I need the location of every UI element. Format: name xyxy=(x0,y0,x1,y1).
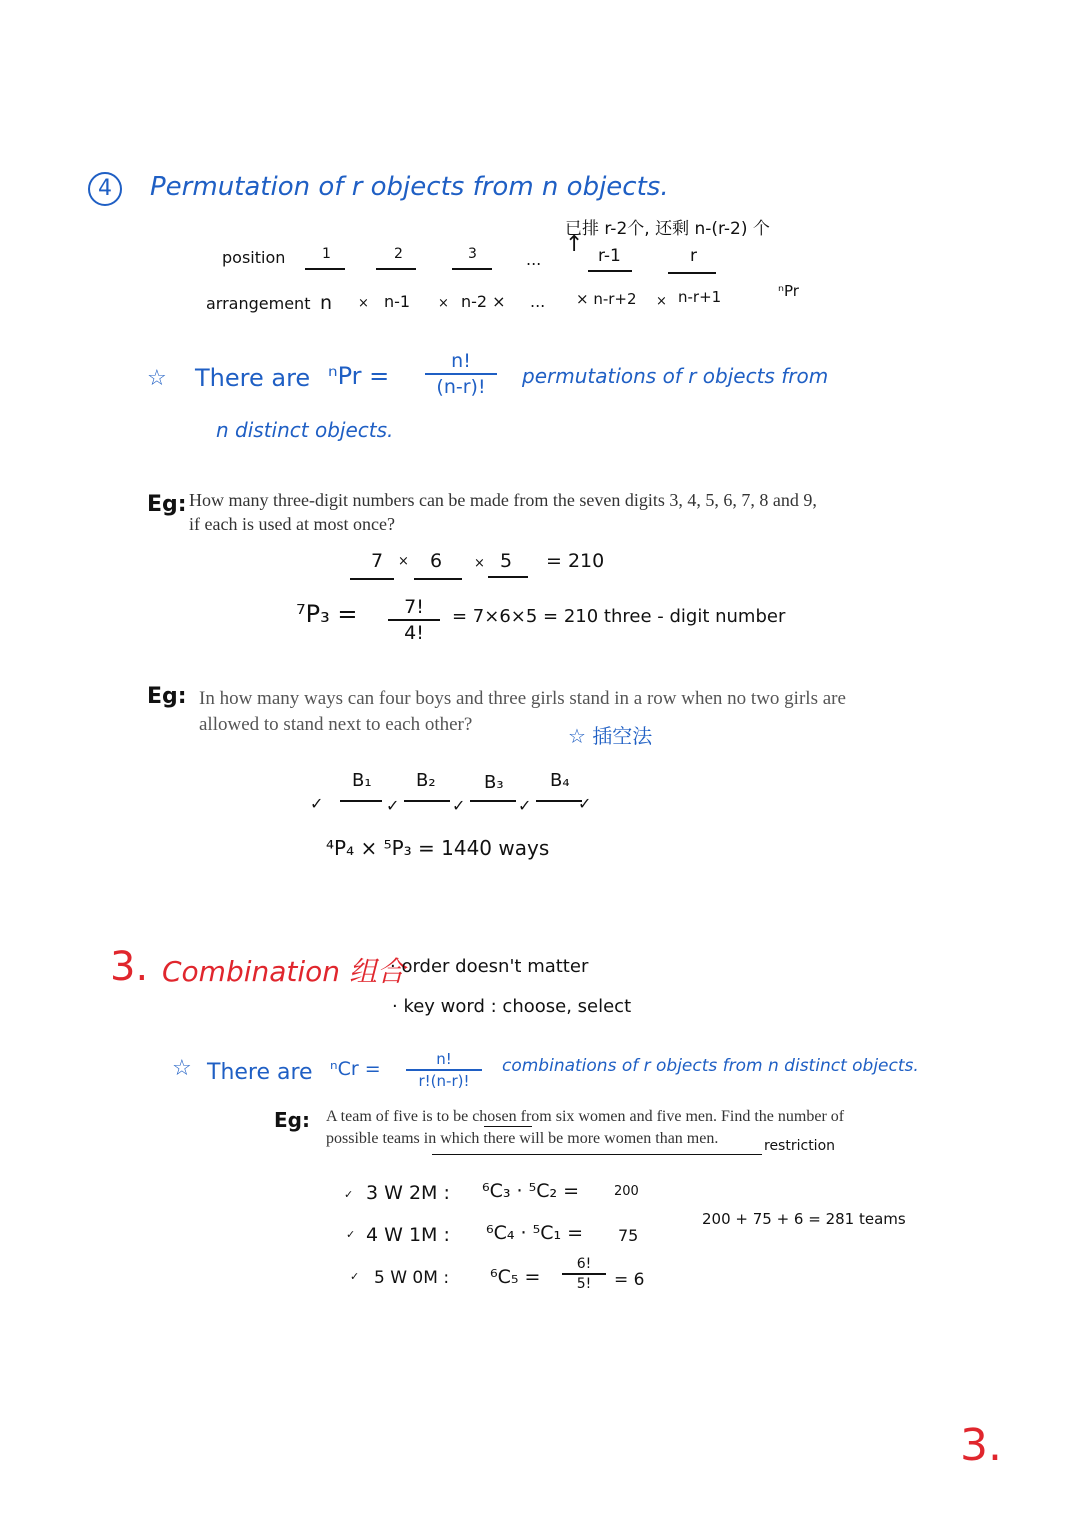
boy-label: B₃ xyxy=(484,772,504,793)
slot-line xyxy=(404,800,450,802)
question-line: allowed to stand next to each other? xyxy=(199,714,473,735)
formula-rhs: = 7×6×5 = 210 three - digit number xyxy=(452,606,786,627)
boy-label: B₁ xyxy=(352,770,372,791)
slot-value: 7 xyxy=(371,550,384,572)
position-1: 1 xyxy=(322,246,331,262)
case-formula: ⁶C₅ = xyxy=(490,1266,541,1288)
slot-line xyxy=(588,270,632,272)
underline xyxy=(484,1126,532,1127)
ncr-formula-lhs: ⁿCr = xyxy=(330,1058,381,1080)
case-value: 75 xyxy=(618,1226,639,1245)
example-label: Eg: xyxy=(147,492,187,517)
position-label: position xyxy=(222,248,286,267)
slot-result: = 210 xyxy=(546,550,605,572)
slot-value: 5 xyxy=(500,550,513,572)
fraction-numerator: n! xyxy=(436,1050,452,1068)
times-sign: × xyxy=(474,556,485,571)
slot-line xyxy=(376,268,416,270)
check-icon: ✓ xyxy=(578,794,592,813)
slot-line xyxy=(488,576,528,578)
fraction-denominator: (n-r)! xyxy=(436,376,486,398)
slot-line xyxy=(452,268,492,270)
restriction-annotation: restriction xyxy=(764,1138,836,1154)
times-sign: × xyxy=(438,296,449,311)
arrangement-n-1: n-1 xyxy=(384,292,411,311)
case-label: 3 W 2M : xyxy=(366,1182,450,1204)
page-number: 3. xyxy=(960,1420,1002,1471)
position-3: 3 xyxy=(468,246,477,262)
case-tick: ✓ xyxy=(346,1228,356,1241)
slot-line xyxy=(414,578,462,580)
statement-prefix: There are xyxy=(207,1060,313,1085)
fraction-numerator: n! xyxy=(451,350,471,372)
fraction-denominator: 5! xyxy=(576,1276,592,1292)
boy-label: B₄ xyxy=(550,770,570,791)
times-sign: × xyxy=(398,554,409,569)
slot-value: 6 xyxy=(430,550,443,572)
times-sign: × xyxy=(358,296,369,311)
position-r: r xyxy=(690,246,697,266)
arrangement-label: arrangement xyxy=(206,294,311,313)
bullet-point: · key word : choose, select xyxy=(392,996,632,1017)
case-tick: ✓ xyxy=(350,1270,360,1283)
case-tick: ✓ xyxy=(344,1188,354,1201)
case-label: 4 W 1M : xyxy=(366,1224,450,1246)
answer: ⁴P₄ × ⁵P₃ = 1440 ways xyxy=(326,836,550,860)
formula-lhs: ⁷P₃ = xyxy=(296,600,358,628)
times-sign: × xyxy=(656,294,667,309)
question-line: possible teams in which there will be more women than men. xyxy=(326,1130,719,1147)
formula-fraction xyxy=(388,596,440,644)
method-note: ☆ 插空法 xyxy=(568,724,653,748)
slot-line xyxy=(470,800,516,802)
case-value: = 6 xyxy=(614,1270,645,1290)
slot-line xyxy=(340,800,382,802)
slot-line xyxy=(350,578,394,580)
example-label: Eg: xyxy=(274,1108,310,1132)
section-title: Permutation of r objects from n objects. xyxy=(150,172,669,202)
fraction-denominator: 4! xyxy=(404,622,424,644)
arrow-up-icon: ↑ xyxy=(565,232,584,257)
underline xyxy=(432,1154,762,1155)
position-2: 2 xyxy=(394,246,403,262)
fraction-denominator: r!(n-r)! xyxy=(418,1072,470,1090)
question-line: if each is used at most once? xyxy=(189,514,395,534)
arrangement-n-r-2: × n-r+2 xyxy=(576,290,637,308)
ncr-fraction xyxy=(406,1050,482,1090)
fraction-bar xyxy=(406,1069,482,1071)
slot-line xyxy=(668,272,716,274)
slot-line xyxy=(305,268,345,270)
check-icon: ✓ xyxy=(310,794,324,813)
note-remaining: 已排 r-2个, 还剩 n-(r-2) 个 xyxy=(565,219,770,239)
question-line: How many three-digit numbers can be made from the seven digits 3, 4, 5, 6, 7, 8 and 9, xyxy=(189,490,817,510)
arrangement-ellipsis: ... xyxy=(530,292,546,311)
section-number: 3. xyxy=(110,944,149,990)
section-number-circle: 4 xyxy=(88,172,122,206)
check-icon: ✓ xyxy=(386,796,400,815)
fraction-numerator: 7! xyxy=(404,596,424,618)
star-icon: ☆ xyxy=(147,366,167,391)
position-ellipsis: ... xyxy=(526,250,542,269)
star-icon: ☆ xyxy=(172,1056,192,1081)
case-fraction xyxy=(562,1256,606,1292)
arrangement-n-r-1: n-r+1 xyxy=(678,288,722,306)
statement-suffix: permutations of r objects from xyxy=(522,364,829,388)
case-formula: ⁶C₄ · ⁵C₁ = xyxy=(486,1222,584,1244)
boy-label: B₂ xyxy=(416,770,436,791)
question-line: A team of five is to be chosen from six women and five men. Find the number of xyxy=(326,1108,845,1125)
statement-prefix: There are xyxy=(195,364,311,392)
statement-line2: n distinct objects. xyxy=(216,418,394,442)
check-icon: ✓ xyxy=(518,796,532,815)
arrangement-n-2: n-2 × xyxy=(461,292,506,311)
slot-line xyxy=(536,800,582,802)
fraction-bar xyxy=(562,1273,606,1275)
arrangement-n: n xyxy=(320,292,333,314)
case-formula: ⁶C₃ · ⁵C₂ = xyxy=(482,1180,580,1202)
check-icon: ✓ xyxy=(452,796,466,815)
example-label: Eg: xyxy=(147,684,187,709)
fraction-bar xyxy=(425,373,497,375)
npr-label: ⁿPr xyxy=(778,282,799,300)
section-title: Combination 组合 xyxy=(162,955,405,988)
fraction-bar xyxy=(388,619,440,621)
npr-fraction xyxy=(425,350,497,398)
statement-suffix: combinations of r objects from n distinct objects. xyxy=(502,1056,919,1076)
npr-formula-lhs: ⁿPr = xyxy=(328,362,390,390)
case-value: 200 xyxy=(614,1184,639,1199)
question-line: In how many ways can four boys and three girls stand in a row when no two girls are xyxy=(199,688,846,709)
fraction-numerator: 6! xyxy=(576,1256,592,1272)
case-label: 5 W 0M : xyxy=(374,1268,450,1288)
total-answer: 200 + 75 + 6 = 281 teams xyxy=(702,1210,906,1228)
position-r-1: r-1 xyxy=(598,246,621,266)
bullet-point: · order doesn't matter xyxy=(390,956,589,977)
